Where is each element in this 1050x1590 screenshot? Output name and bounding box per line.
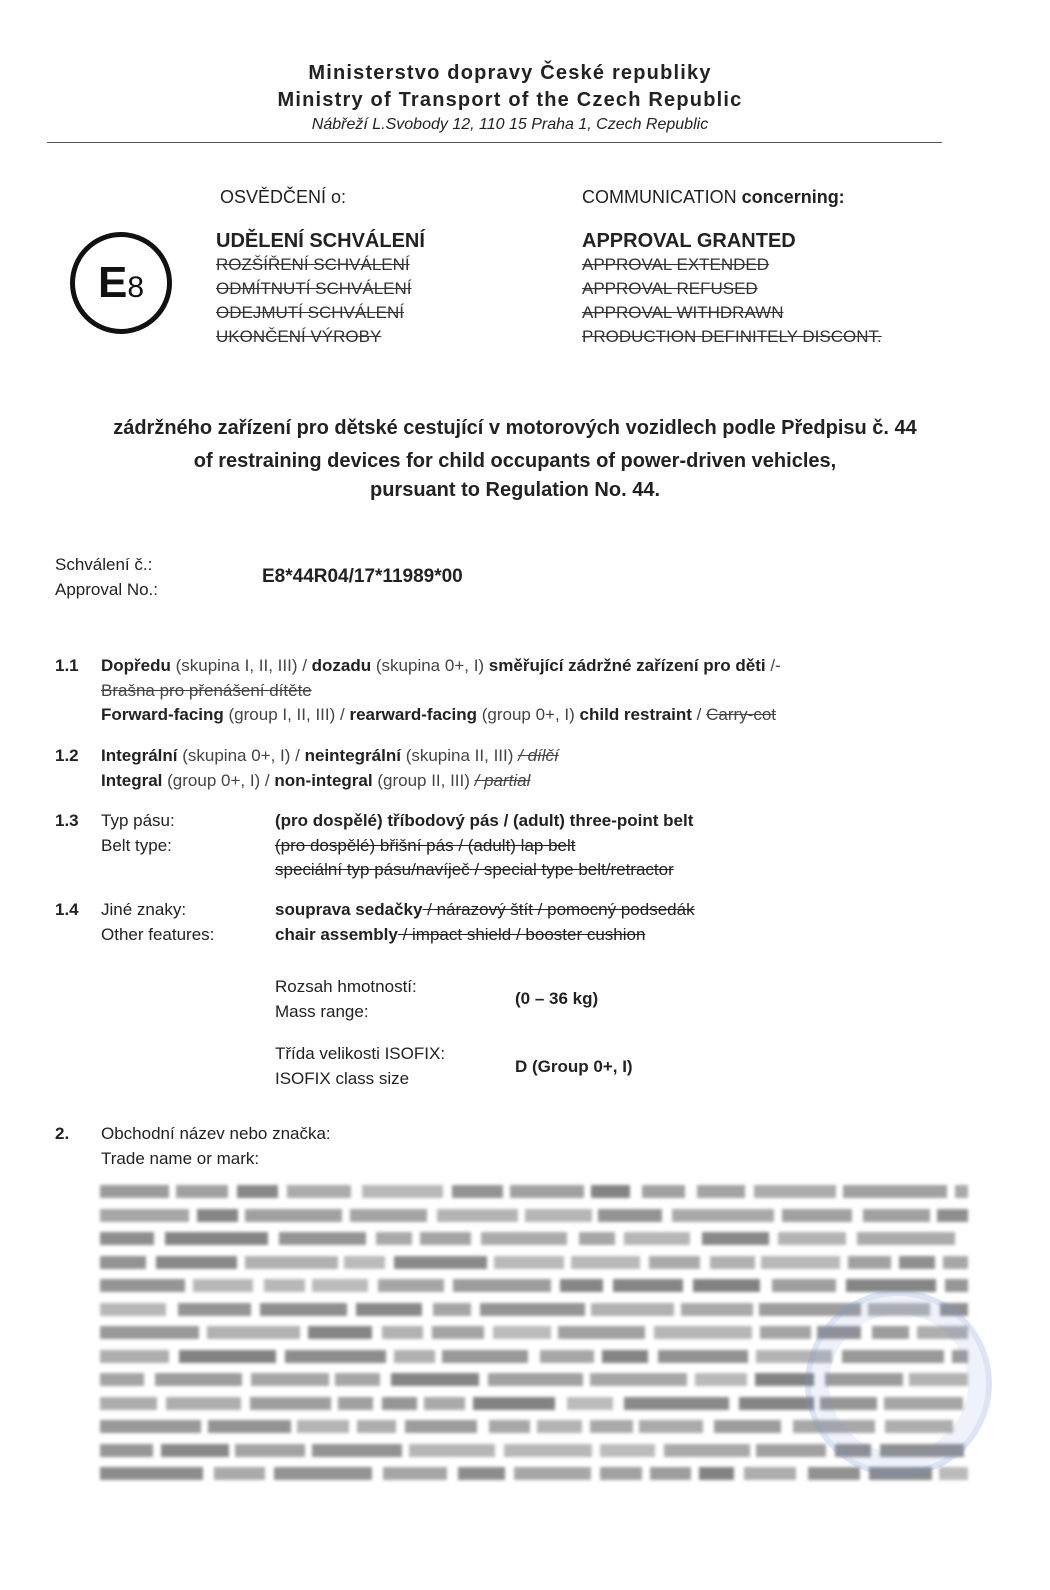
redacted-word	[251, 1373, 329, 1386]
redacted-word	[754, 1185, 836, 1198]
redacted-word	[600, 1467, 641, 1480]
section-number: 1.2	[55, 746, 79, 765]
redacted-word	[778, 1232, 846, 1245]
approval-label: Schválení č.: Approval No.:	[55, 555, 158, 599]
redacted-word	[382, 1397, 417, 1410]
redacted-word	[338, 1397, 373, 1410]
redacted-word	[843, 1185, 947, 1198]
redacted-word	[537, 1420, 582, 1433]
status-extended-en: APPROVAL EXTENDED	[582, 255, 770, 274]
belt-type-label: Typ pásu: Belt type:	[101, 811, 175, 855]
section-1-1: Dopředu (skupina I, II, III) / dozadu (skupina 0+, I) směřující zádržné zařízení pro děti /- Brašna pro přenášení dítěte Forward-facing (group I, II, III) / rearward-facing (group 0+, I) child restraint / Carry-cot	[101, 656, 781, 724]
redacted-word	[493, 1326, 551, 1339]
redacted-word	[100, 1209, 189, 1222]
redacted-word	[579, 1232, 614, 1245]
redacted-word	[432, 1326, 485, 1339]
redacted-word	[176, 1185, 228, 1198]
redacted-word	[591, 1303, 673, 1316]
redacted-word	[899, 1256, 935, 1269]
redacted-word	[391, 1373, 479, 1386]
status-refused-cz: ODMÍTNUTÍ SCHVÁLENÍ	[216, 279, 412, 298]
redacted-word	[739, 1397, 814, 1410]
redacted-word	[510, 1185, 584, 1198]
redacted-word	[312, 1279, 368, 1292]
redacted-word	[664, 1444, 750, 1457]
redacted-word	[156, 1256, 237, 1269]
belt-type-values: (pro dospělé) tříbodový pás / (adult) three-point belt (pro dospělé) břišní pás / (adult) lap belt speciální typ pásu/navíječ / special type belt/retractor	[275, 811, 694, 879]
redacted-word	[591, 1185, 630, 1198]
ministry-name-cz: Ministerstvo dopravy České republiky	[308, 62, 712, 84]
mass-range-label: Rozsah hmotností: Mass range:	[275, 977, 417, 1021]
isofix-class-value: D (Group 0+, I)	[515, 1057, 633, 1076]
redacted-word	[155, 1373, 242, 1386]
redacted-word	[250, 1397, 331, 1410]
redacted-word	[504, 1444, 592, 1457]
redacted-word	[279, 1232, 366, 1245]
redacted-word	[100, 1279, 185, 1292]
redacted-word	[424, 1397, 465, 1410]
redacted-word	[178, 1303, 252, 1316]
redacted-word	[100, 1444, 153, 1457]
redacted-word	[274, 1467, 372, 1480]
redacted-word	[394, 1256, 487, 1269]
redacted-word	[945, 1279, 968, 1292]
redacted-word	[245, 1256, 338, 1269]
redacted-word	[100, 1350, 169, 1363]
redacted-word	[405, 1420, 477, 1433]
isofix-class-label: Třída velikosti ISOFIX: ISOFIX class size	[275, 1044, 446, 1088]
status-granted-cz: UDĚLENÍ SCHVÁLENÍ	[216, 230, 425, 252]
redacted-word	[100, 1232, 154, 1245]
redacted-word	[639, 1420, 703, 1433]
redacted-word	[207, 1326, 300, 1339]
redacted-word	[356, 1303, 422, 1316]
redacted-word	[710, 1256, 755, 1269]
redacted-word	[937, 1209, 968, 1222]
status-granted-en: APPROVAL GRANTED	[582, 230, 796, 252]
subject-en-2: pursuant to Regulation No. 44.	[369, 479, 660, 501]
redacted-word	[420, 1232, 470, 1245]
redacted-word	[297, 1420, 349, 1433]
redacted-word	[939, 1467, 968, 1480]
redacted-word	[100, 1397, 157, 1410]
redacted-word	[100, 1373, 144, 1386]
redacted-word	[782, 1209, 852, 1222]
redacted-word	[681, 1303, 753, 1316]
redacted-word	[693, 1279, 760, 1292]
redacted-word	[245, 1209, 342, 1222]
redacted-word	[489, 1420, 530, 1433]
redacted-word	[598, 1209, 662, 1222]
ministry-address: Nábřeží L.Svobody 12, 110 15 Praha 1, Czech Republic	[311, 116, 709, 133]
redacted-word	[197, 1209, 238, 1222]
status-list-en	[582, 229, 882, 349]
redacted-word	[453, 1279, 551, 1292]
redacted-word	[672, 1209, 774, 1222]
redacted-word	[362, 1185, 443, 1198]
redacted-word	[494, 1256, 564, 1269]
redacted-word	[600, 1444, 655, 1457]
redacted-word	[287, 1185, 351, 1198]
redacted-word	[613, 1279, 683, 1292]
redacted-word	[285, 1350, 386, 1363]
redacted-word	[193, 1279, 253, 1292]
redacted-word	[350, 1209, 427, 1222]
redacted-word	[525, 1209, 592, 1222]
redacted-word	[602, 1350, 648, 1363]
section-number: 2.	[55, 1124, 70, 1143]
redacted-word	[760, 1326, 811, 1339]
redacted-word	[100, 1326, 199, 1339]
redacted-word	[560, 1279, 603, 1292]
redacted-word	[863, 1209, 930, 1222]
redacted-word	[590, 1373, 687, 1386]
redacted-word	[100, 1185, 169, 1198]
subject-cz: zádržného zařízení pro dětské cestující v motorových vozidlech podle Předpisu č. 44	[113, 417, 917, 439]
redacted-word	[540, 1350, 594, 1363]
redacted-word	[165, 1232, 268, 1245]
redacted-word	[260, 1303, 348, 1316]
status-refused-en: APPROVAL REFUSED	[582, 279, 758, 298]
redacted-word	[452, 1185, 503, 1198]
official-stamp	[805, 1290, 992, 1477]
redacted-word	[264, 1279, 305, 1292]
redacted-word	[654, 1326, 752, 1339]
redacted-word	[442, 1350, 528, 1363]
redacted-word	[567, 1397, 614, 1410]
redacted-word	[100, 1420, 201, 1433]
redacted-word	[344, 1256, 385, 1269]
redacted-word	[488, 1373, 583, 1386]
status-extended-cz: ROZŠÍŘENÍ SCHVÁLENÍ	[216, 255, 410, 274]
redacted-word	[695, 1373, 747, 1386]
redacted-word	[394, 1350, 435, 1363]
redacted-word	[955, 1185, 968, 1198]
redacted-word	[699, 1467, 734, 1480]
redacted-word	[383, 1467, 447, 1480]
communication-label-en: COMMUNICATION concerning:	[582, 187, 845, 207]
redacted-word	[571, 1256, 640, 1269]
section-number: 1.4	[55, 900, 79, 919]
status-withdrawn-en: APPROVAL WITHDRAWN	[582, 303, 784, 322]
redacted-word	[857, 1232, 955, 1245]
header-divider	[47, 142, 942, 143]
redacted-word	[658, 1350, 748, 1363]
document-subject	[40, 414, 990, 505]
redacted-word	[235, 1444, 305, 1457]
section-number: 1.3	[55, 811, 79, 830]
redacted-word	[100, 1467, 203, 1480]
redacted-word	[772, 1279, 836, 1292]
redacted-word	[649, 1256, 700, 1269]
redacted-word	[208, 1420, 291, 1433]
redacted-word	[624, 1232, 690, 1245]
redacted-word	[437, 1209, 518, 1222]
redacted-word	[480, 1303, 584, 1316]
redacted-word	[357, 1420, 396, 1433]
redacted-word	[481, 1232, 568, 1245]
redacted-word	[744, 1467, 796, 1480]
redacted-word	[312, 1444, 402, 1457]
section-1-2: Integrální (skupina 0+, I) / neintegrální (skupina II, III) / dílčí Integral (group 0+, I) / non-integral (group II, III) / partial	[101, 746, 559, 790]
redacted-word	[558, 1326, 645, 1339]
redacted-word	[473, 1397, 555, 1410]
status-discontinued-cz: UKONČENÍ VÝROBY	[216, 327, 382, 346]
redacted-word	[756, 1444, 826, 1457]
mass-range-value: (0 – 36 kg)	[515, 989, 599, 1008]
redacted-word	[100, 1303, 166, 1316]
redacted-word	[642, 1185, 685, 1198]
redacted-word	[808, 1467, 860, 1480]
status-withdrawn-cz: ODEJMUTÍ SCHVÁLENÍ	[216, 303, 404, 322]
redacted-word	[376, 1232, 413, 1245]
redacted-word	[458, 1467, 505, 1480]
redacted-word	[161, 1444, 228, 1457]
redacted-word	[214, 1467, 265, 1480]
redacted-word	[382, 1326, 423, 1339]
other-features-values: souprava sedačky / nárazový štít / pomocný podsedák chair assembly / impact shield / booster cushion	[275, 900, 695, 944]
redacted-word	[714, 1420, 781, 1433]
redacted-word	[433, 1303, 472, 1316]
other-features-label: Jiné znaky: Other features:	[101, 900, 215, 944]
redacted-word	[697, 1185, 745, 1198]
redacted-word	[335, 1373, 380, 1386]
redacted-word	[378, 1279, 444, 1292]
redacted-word	[514, 1467, 590, 1480]
redacted-word	[590, 1420, 633, 1433]
redacted-word	[943, 1256, 968, 1269]
redacted-word	[702, 1232, 769, 1245]
redacted-word	[237, 1185, 277, 1198]
ministry-name-en: Ministry of Transport of the Czech Republic	[277, 89, 743, 111]
status-discontinued-en: PRODUCTION DEFINITELY DISCONT.	[582, 327, 882, 346]
redacted-word	[624, 1397, 729, 1410]
redacted-word	[761, 1256, 840, 1269]
e8-approval-mark: E 8	[70, 232, 172, 334]
approval-number: E8*44R04/17*11989*00	[262, 566, 463, 587]
communication-label-cz: OSVĚDČENÍ o:	[220, 187, 347, 207]
redacted-word	[308, 1326, 372, 1339]
status-list-cz	[216, 229, 425, 349]
redacted-word	[179, 1350, 276, 1363]
redacted-word	[848, 1256, 891, 1269]
redacted-word	[409, 1444, 495, 1457]
redacted-word	[166, 1397, 241, 1410]
redacted-word	[100, 1256, 146, 1269]
trade-name-label: Obchodní název nebo značka: Trade name or mark:	[101, 1124, 331, 1168]
subject-en-1: of restraining devices for child occupants of power-driven vehicles,	[193, 450, 837, 472]
redacted-word	[650, 1467, 691, 1480]
section-number: 1.1	[55, 656, 79, 675]
